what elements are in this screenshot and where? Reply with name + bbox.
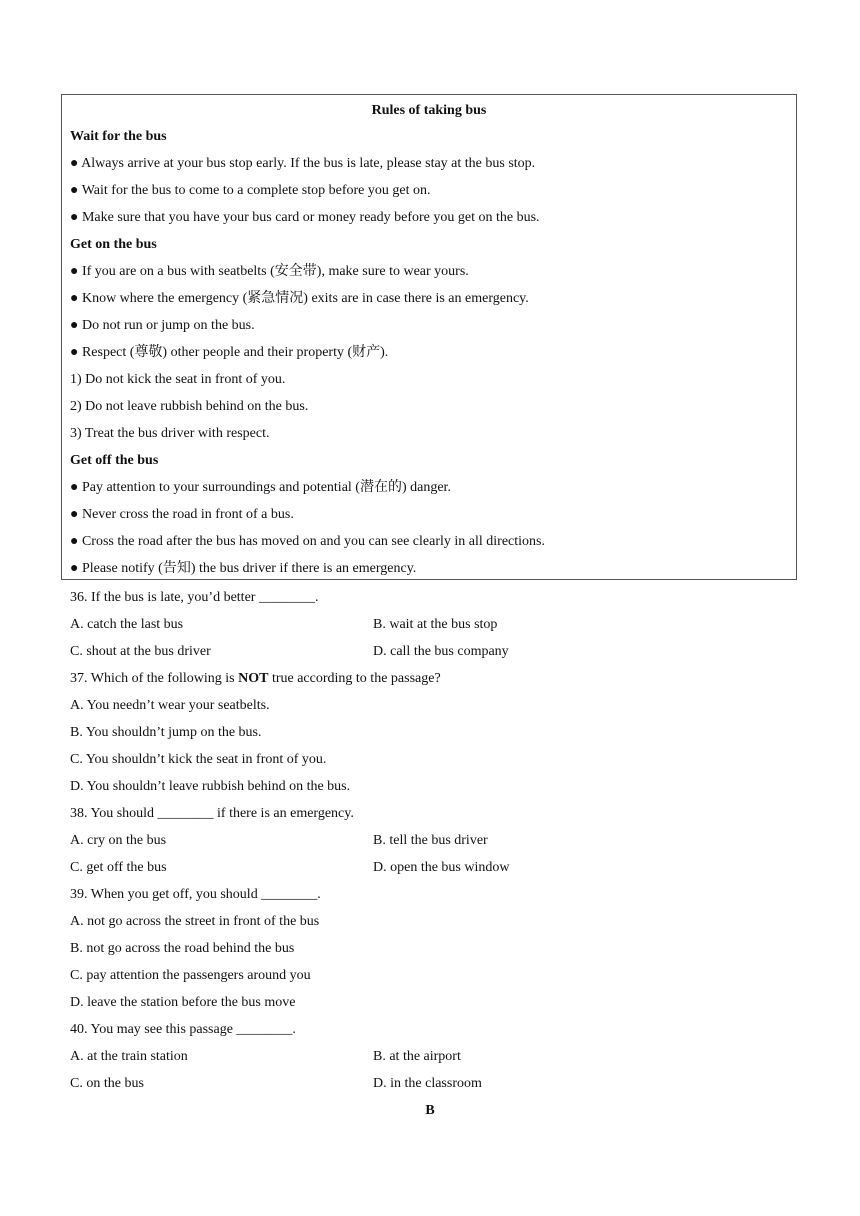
option-36-b: B. wait at the bus stop <box>373 617 498 632</box>
option-39-a: A. not go across the street in front of the bus <box>70 914 320 929</box>
option-38-c: C. get off the bus <box>70 860 167 875</box>
question-37 <box>70 665 441 692</box>
rule-item: ● Know where the emergency (紧急情况) exits are in case there is an emergency. <box>70 291 529 306</box>
option-39-b: B. not go across the road behind the bus <box>70 941 295 956</box>
question-37-emphasis: NOT <box>238 671 269 686</box>
option-37-c: C. You shouldn’t kick the seat in front of you. <box>70 752 327 767</box>
rule-item: ● Cross the road after the bus has moved on and you can see clearly in all directions. <box>70 534 545 549</box>
option-40-b: B. at the airport <box>373 1049 461 1064</box>
option-40-c: C. on the bus <box>70 1076 144 1091</box>
passage-box <box>61 94 797 580</box>
option-38-d: D. open the bus window <box>373 860 510 875</box>
rule-item: ● Never cross the road in front of a bus. <box>70 507 294 522</box>
section-heading-get-off: Get off the bus <box>70 453 159 468</box>
section-heading-wait: Wait for the bus <box>70 129 167 144</box>
rule-item: ● Please notify (告知) the bus driver if there is an emergency. <box>70 561 417 576</box>
rule-item: ● Respect (尊敬) other people and their property (财产). <box>70 345 389 360</box>
question-39: 39. When you get off, you should ________. <box>70 887 321 902</box>
next-section-heading: B <box>425 1103 435 1118</box>
option-37-d: D. You shouldn’t leave rubbish behind on the bus. <box>70 779 351 794</box>
rule-item: ● Pay attention to your surroundings and potential (潜在的) danger. <box>70 480 451 495</box>
option-36-c: C. shout at the bus driver <box>70 644 211 659</box>
rule-item: ● Wait for the bus to come to a complete stop before you get on. <box>70 183 431 198</box>
passage-title: Rules of taking bus <box>371 103 487 118</box>
rule-subitem: 3) Treat the bus driver with respect. <box>70 426 270 441</box>
section-heading-get-on: Get on the bus <box>70 237 157 252</box>
question-40: 40. You may see this passage ________. <box>70 1022 296 1037</box>
question-38: 38. You should ________ if there is an emergency. <box>70 806 354 821</box>
option-37-b: B. You shouldn’t jump on the bus. <box>70 725 262 740</box>
option-38-a: A. cry on the bus <box>70 833 167 848</box>
rule-item: ● Do not run or jump on the bus. <box>70 318 255 333</box>
option-38-b: B. tell the bus driver <box>373 833 488 848</box>
rule-item: ● If you are on a bus with seatbelts (安全带), make sure to wear yours. <box>70 264 469 279</box>
option-39-d: D. leave the station before the bus move <box>70 995 296 1010</box>
option-40-a: A. at the train station <box>70 1049 188 1064</box>
rule-subitem: 2) Do not leave rubbish behind on the bus. <box>70 399 309 414</box>
option-36-a: A. catch the last bus <box>70 617 184 632</box>
question-36: 36. If the bus is late, you’d better ________. <box>70 590 319 605</box>
option-39-c: C. pay attention the passengers around you <box>70 968 311 983</box>
question-37-text-before: 37. Which of the following is <box>70 671 239 686</box>
rule-item: ● Make sure that you have your bus card or money ready before you get on the bus. <box>70 210 540 225</box>
rule-item: ● Always arrive at your bus stop early. If the bus is late, please stay at the bus stop. <box>70 156 536 171</box>
option-36-d: D. call the bus company <box>373 644 509 659</box>
option-37-a: A. You needn’t wear your seatbelts. <box>70 698 270 713</box>
rule-subitem: 1) Do not kick the seat in front of you. <box>70 372 286 387</box>
option-40-d: D. in the classroom <box>373 1076 482 1091</box>
question-37-text-after: true according to the passage? <box>268 671 441 686</box>
